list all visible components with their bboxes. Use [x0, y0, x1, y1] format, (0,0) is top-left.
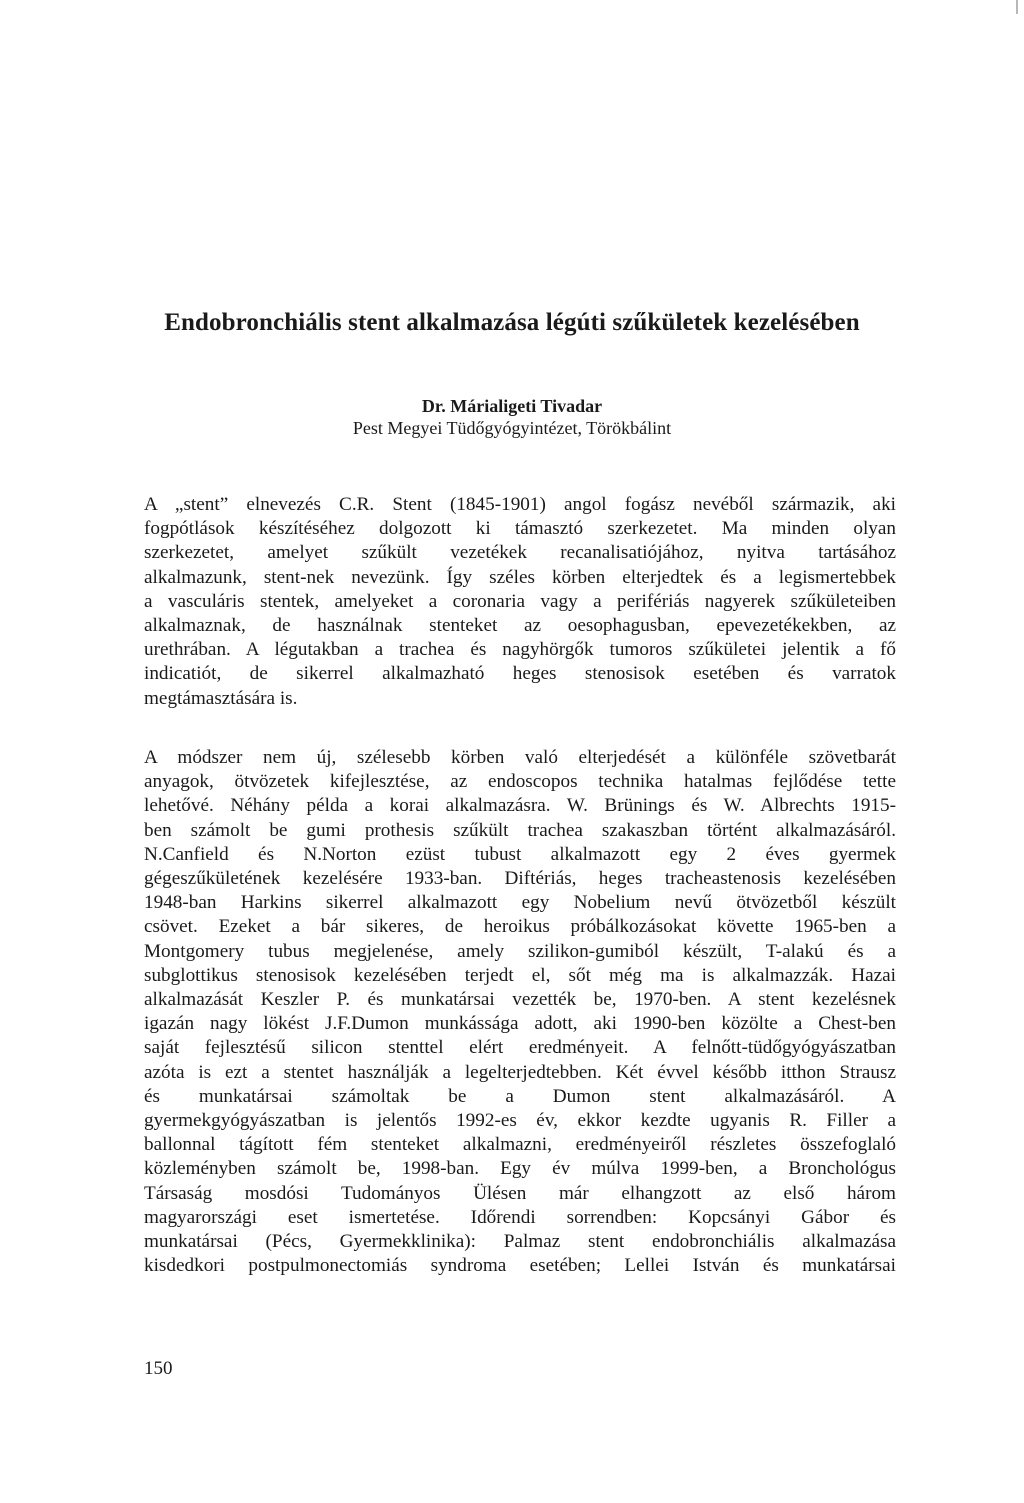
text-line: A módszer nem új, szélesebb körben való elterjedését a különféle szövetbarát — [144, 747, 896, 768]
text-line: Montgomery tubus megjelenése, amely szilikon-gumiból készült, T-alakú és a — [144, 940, 896, 962]
text-line: subglottikus stenosisok kezelésében terjedt el, sőt még ma is alkalmazzák. Hazai — [144, 964, 896, 986]
body-paragraph-1 — [144, 493, 896, 711]
text-line: urethrában. A légutakban a trachea és nagyhörgők tumoros szűkületei jelentik a fő — [144, 639, 896, 661]
text-line: közleményben számolt be, 1998-ban. Egy év múlva 1999-ben, a Bronchológus — [144, 1158, 896, 1180]
scan-edge-mark — [1016, 0, 1018, 14]
article-title: Endobronchiális stent alkalmazása légúti szűkületek kezelésében — [164, 309, 860, 336]
text-line: kisdedkori postpulmonectomiás syndroma esetében; Lellei István és munkatársai — [144, 1255, 896, 1277]
text-line: a vasculáris stentek, amelyeket a coronaria vagy a perifériás nagyerek szűkületeiben — [144, 590, 896, 612]
text-line: indicatiót, de sikerrel alkalmazható heges stenosisok esetében és varratok — [144, 663, 896, 685]
text-line: csövet. Ezeket a bár sikeres, de heroikus próbálkozásokat követte 1965-ben a — [144, 916, 896, 938]
text-line: munkatársai (Pécs, Gyermekklinika): Palmaz stent endobronchiális alkalmazása — [144, 1231, 896, 1253]
text-line: ben számolt be gumi prothesis szűkült trachea szakaszban történt alkalmazásáról. — [144, 819, 896, 841]
text-line: 1948-ban Harkins sikerrel alkalmazott egy Nobelium nevű ötvözetből készült — [144, 892, 896, 914]
text-line: gégeszűkületének kezelésére 1933-ban. Diftériás, heges tracheastenosis kezelésében — [144, 868, 896, 890]
text-line: magyarországi eset ismertetése. Időrendi sorrendben: Kopcsányi Gábor és — [144, 1206, 896, 1228]
text-line: alkalmazását Keszler P. és munkatársai vezették be, 1970-ben. A stent kezelésnek — [144, 989, 896, 1011]
page-number: 150 — [144, 1358, 173, 1379]
text-line: saját fejlesztésű silicon stenttel elért eredményeit. A felnőtt-tüdőgyógyászatban — [144, 1037, 896, 1059]
text-line: ballonnal tágított fém stenteket alkalmazni, eredményeiről részletes összefoglaló — [144, 1134, 896, 1156]
text-line: gyermekgyógyászatban is jelentős 1992-es év, ekkor kezdte ugyanis R. Filler a — [144, 1110, 896, 1132]
text-line: szerkezetet, amelyet szűkült vezetékek recanalisatiójához, nyitva tartásához — [144, 542, 896, 564]
text-line: alkalmazunk, stent-nek nevezünk. Így széles körben elterjedtek és a legismertebbek — [144, 566, 896, 588]
text-line: megtámasztására is. — [144, 687, 298, 709]
body-paragraph-2 — [144, 746, 896, 1278]
text-line: alkalmaznak, de használnak stenteket az oesophagusban, epevezetékekben, az — [144, 615, 896, 637]
text-line: anyagok, ötvözetek kifejlesztése, az endoscopos technika hatalmas fejlődése tette — [144, 771, 896, 793]
text-line: azóta is ezt a stentet használják a legelterjedtebben. Két évvel később itthon Strausz — [144, 1061, 896, 1083]
text-line: fogpótlások készítéséhez dolgozott ki támasztó szerkezetet. Ma minden olyan — [144, 518, 896, 540]
author-affiliation: Pest Megyei Tüdőgyógyintézet, Törökbálint — [352, 418, 672, 438]
text-line: Társaság mosdósi Tudományos Ülésen már elhangzott az első három — [144, 1182, 896, 1204]
author-name: Dr. Márialigeti Tivadar — [421, 396, 603, 416]
text-line: A „stent” elnevezés C.R. Stent (1845-1901) angol fogász nevéből származik, aki — [144, 494, 896, 515]
text-line: lehetővé. Néhány példa a korai alkalmazásra. W. Brünings és W. Albrechts 1915- — [144, 795, 896, 817]
text-line: N.Canfield és N.Norton ezüst tubust alkalmazott egy 2 éves gyermek — [144, 843, 896, 865]
text-line: igazán nagy lökést J.F.Dumon munkássága adott, aki 1990-ben közölte a Chest-ben — [144, 1013, 896, 1035]
text-line: és munkatársai számoltak be a Dumon stent alkalmazásáról. A — [144, 1085, 896, 1107]
